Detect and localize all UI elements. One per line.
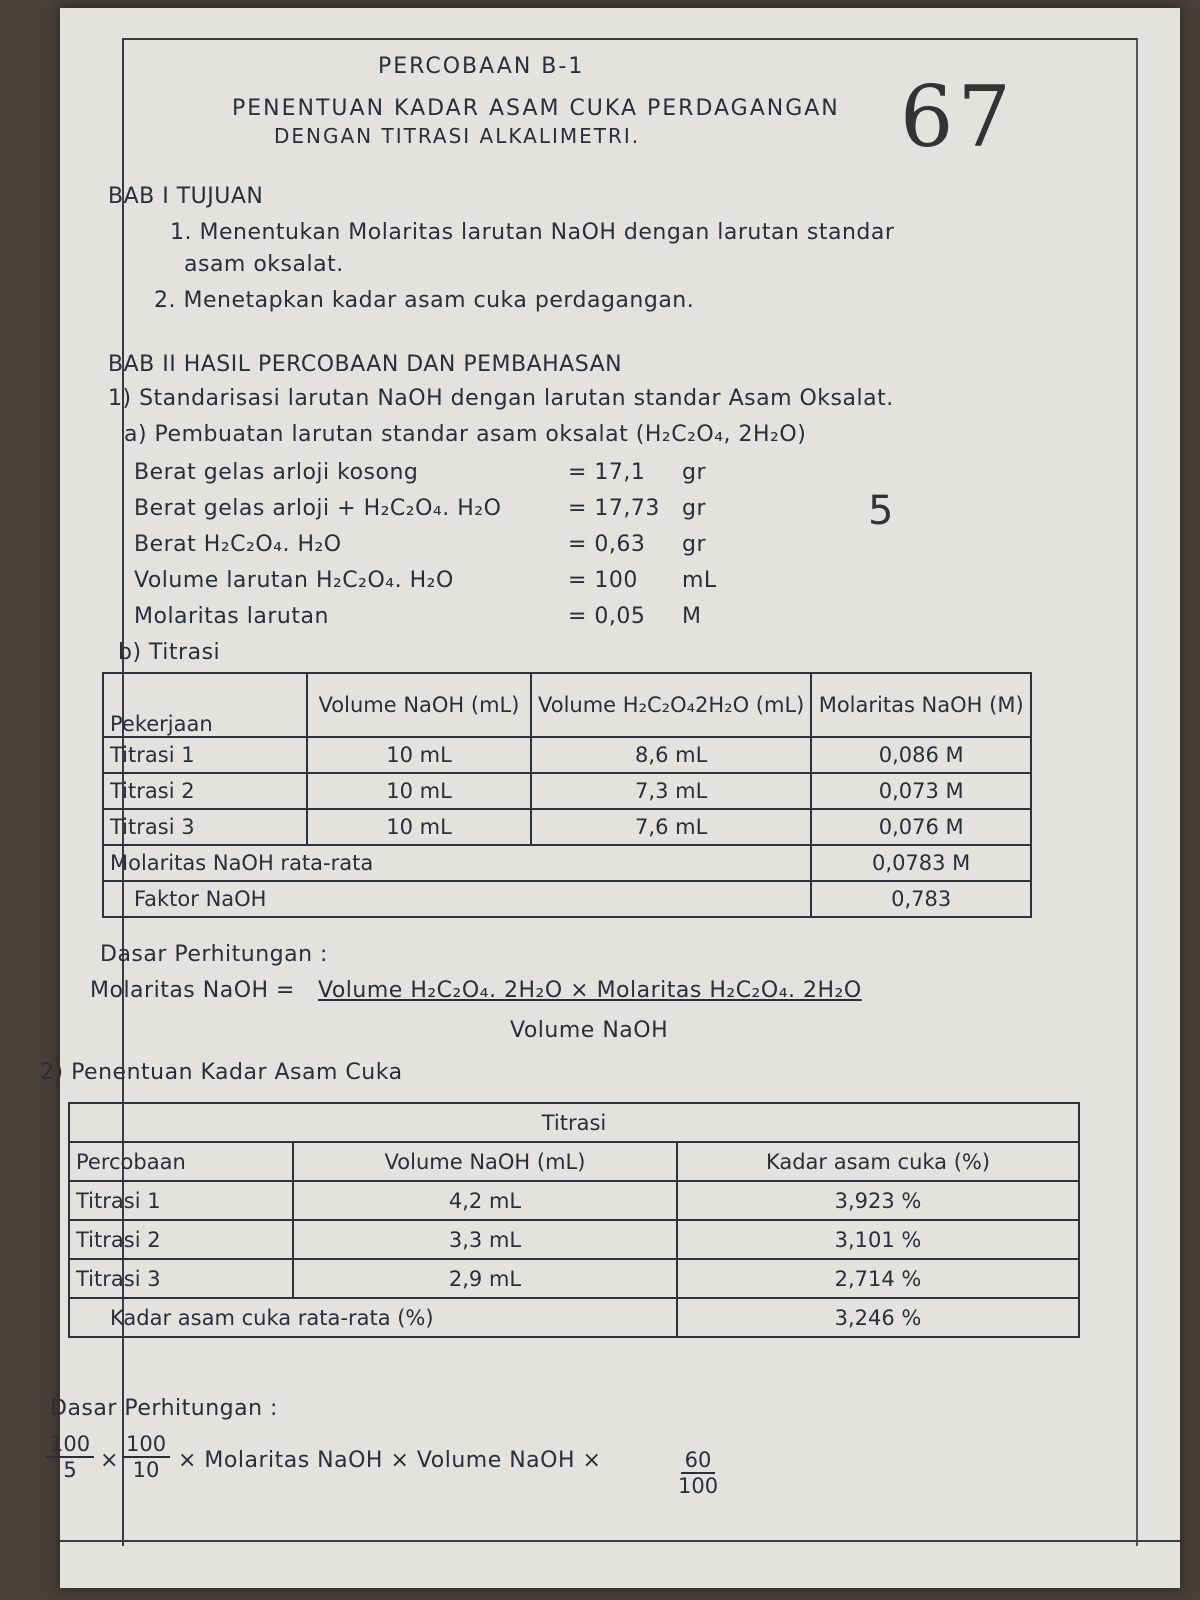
measurement-value: = 100 [568,568,638,593]
page-subtitle-2: DENGAN TITRASI ALKALIMETRI. [274,124,641,148]
calc1-heading: Dasar Perhitungan : [100,942,328,967]
calc1-lhs: Molaritas NaOH = [90,978,295,1003]
fraction-denominator: 100 [678,1474,719,1498]
measurement-value: = 0,05 [568,604,646,629]
table-cell: 7,3 mL [531,773,811,809]
table-cell: 3,101 % [677,1220,1079,1259]
table-cell: Titrasi 3 [103,809,307,845]
table-cell: 4,2 mL [293,1181,677,1220]
measurement-unit: M [682,604,702,629]
acetic-acid-table [68,1102,1080,1338]
table-cell: 0,073 M [811,773,1031,809]
table-row [69,1181,1079,1220]
calc1-denominator: Volume NaOH [510,1018,669,1043]
table-cell: Titrasi 1 [69,1181,293,1220]
table-cell: 10 mL [307,737,531,773]
average-value-cell: 3,246 % [677,1298,1079,1337]
fraction-100-over-10 [122,1432,170,1482]
fraction-numerator: 100 [46,1432,94,1458]
table-cell: 0,076 M [811,809,1031,845]
table-title-cell: Titrasi [69,1103,1079,1142]
table-row [103,845,1031,881]
table-title-row [69,1103,1079,1142]
measurement-label: Berat H₂C₂O₄. H₂O [134,532,342,557]
measurement-unit: gr [682,532,707,557]
table-header-row [69,1142,1079,1181]
table-row [69,1220,1079,1259]
measurement-label: Molaritas larutan [134,604,329,629]
calc1-numerator: Volume H₂C₂O₄. 2H₂O × Molaritas H₂C₂O₄. 2H₂O [318,978,862,1003]
fraction-numerator: 60 [681,1448,716,1474]
section2-heading: 2) Penentuan Kadar Asam Cuka [40,1060,403,1085]
table-row [103,809,1031,845]
measurement-unit: gr [682,460,707,485]
factor-label-cell: Faktor NaOH [103,881,811,917]
table-cell: 10 mL [307,773,531,809]
grade-mark: 67 [900,68,1015,166]
table-cell: 2,9 mL [293,1259,677,1298]
table-cell: 10 mL [307,809,531,845]
fraction-100-over-5 [46,1432,94,1482]
table-row [103,773,1031,809]
measurement-value: = 17,73 [568,496,660,521]
measurement-label: Volume larutan H₂C₂O₄. H₂O [134,568,454,593]
measurement-label: Berat gelas arloji kosong [134,460,419,485]
table-header-cell: Molaritas NaOH (M) [811,673,1031,737]
measurement-value: = 0,63 [568,532,646,557]
table-row [103,737,1031,773]
multiply-sign: × [100,1448,119,1473]
average-label-cell: Molaritas NaOH rata-rata [103,845,811,881]
bab1-heading: BAB I TUJUAN [108,184,264,209]
bab1-item1-line1: 1. Menentukan Molaritas larutan NaOH dengan larutan standar [170,220,895,245]
bab2-sub-a: a) Pembuatan larutan standar asam oksalat (H₂C₂O₄, 2H₂O) [124,422,807,447]
page-bottom-line [60,1540,1180,1542]
table-cell: 8,6 mL [531,737,811,773]
table-row [69,1259,1079,1298]
table-cell: 2,714 % [677,1259,1079,1298]
table-cell: 7,6 mL [531,809,811,845]
calc2-heading: Dasar Perhitungan : [50,1396,278,1421]
table-cell: Titrasi 2 [69,1220,293,1259]
table-header-row [103,673,1031,737]
table-header-cell: Percobaan [69,1142,293,1181]
table-cell: 3,923 % [677,1181,1079,1220]
score-mark: 5 [868,488,894,534]
fraction-denominator: 10 [132,1458,160,1482]
table-cell: 0,086 M [811,737,1031,773]
average-value-cell: 0,0783 M [811,845,1031,881]
table-cell: Titrasi 2 [103,773,307,809]
calc2-middle: × Molaritas NaOH × Volume NaOH × [178,1448,602,1473]
page-subtitle-1: PENENTUAN KADAR ASAM CUKA PERDAGANGAN [232,96,840,121]
table-row [103,881,1031,917]
fraction-numerator: 100 [122,1432,170,1458]
fraction-60-over-100 [674,1448,722,1498]
bab2-sub-b: b) Titrasi [118,640,221,665]
measurement-value: = 17,1 [568,460,646,485]
table-row [69,1298,1079,1337]
table-header-cell: Volume H₂C₂O₄2H₂O (mL) [531,673,811,737]
measurement-unit: mL [682,568,717,593]
table-cell: 3,3 mL [293,1220,677,1259]
bab2-heading: BAB II HASIL PERCOBAAN DAN PEMBAHASAN [108,352,623,377]
table-header-cell: Volume NaOH (mL) [307,673,531,737]
measurement-unit: gr [682,496,707,521]
page-title: PERCOBAAN B-1 [378,54,585,79]
bab2-sub1: 1) Standarisasi larutan NaOH dengan larutan standar Asam Oksalat. [108,386,894,411]
table-cell: Titrasi 1 [103,737,307,773]
table-cell: Titrasi 3 [69,1259,293,1298]
measurement-label: Berat gelas arloji + H₂C₂O₄. H₂O [134,496,502,521]
notebook-page [40,8,1180,1588]
average-label-cell: Kadar asam cuka rata-rata (%) [69,1298,677,1337]
factor-value-cell: 0,783 [811,881,1031,917]
bab1-item1-line2: asam oksalat. [184,252,344,277]
bab1-item2: 2. Menetapkan kadar asam cuka perdagangan. [154,288,695,313]
standardization-table [102,672,1032,918]
table-header-cell: Kadar asam cuka (%) [677,1142,1079,1181]
table-header-cell: Volume NaOH (mL) [293,1142,677,1181]
table-header-cell: Pekerjaan [103,673,307,737]
fraction-denominator: 5 [63,1458,77,1482]
